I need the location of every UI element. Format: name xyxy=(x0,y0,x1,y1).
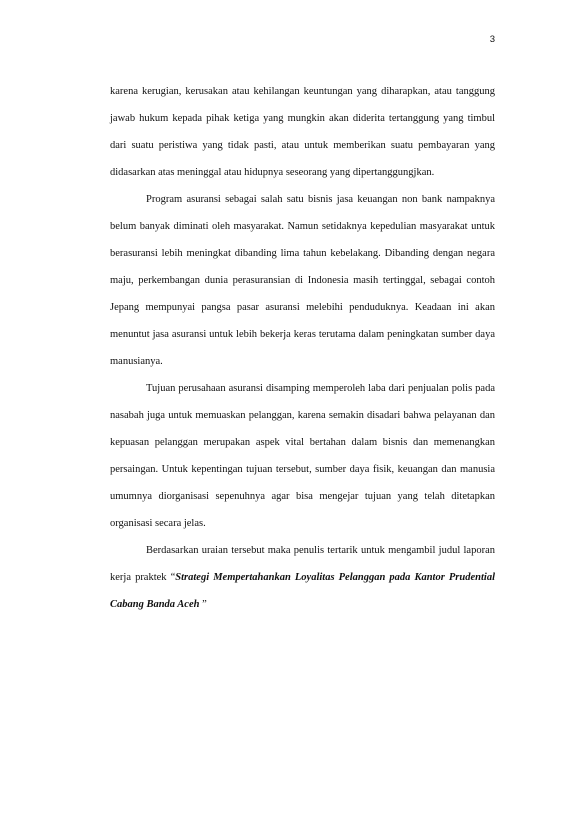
paragraph-1: karena kerugian, kerusakan atau kehilangan keuntungan yang diharapkan, atau tanggung jawab hukum kepada pihak ketiga yang mungkin akan diderita tertanggung yang timbul dari suatu peristiwa yang tidak pasti, atau untuk memberikan suatu pembayaran yang didasarkan atas meninggal atau hidupnya seseorang yang dipertanggungjkan. xyxy=(110,86,495,178)
paragraph-4-lead: Berdasarkan uraian tersebut maka penulis tertarik untuk mengambil judul laporan kerja praktek “ xyxy=(110,545,495,583)
page-number: 3 xyxy=(489,34,495,45)
body-text xyxy=(110,78,495,618)
paragraph-4-tail: ” xyxy=(199,599,207,610)
report-title: Strategi Mempertahankan Loyalitas Pelanggan pada Kantor Prudential Cabang Banda Aceh xyxy=(110,572,495,610)
paragraph-4 xyxy=(110,537,495,618)
paragraph-3: Tujuan perusahaan asuransi disamping memperoleh laba dari penjualan polis pada nasabah juga untuk memuaskan pelanggan, karena semakin disadari bahwa pelayanan dan kepuasan pelanggan merupakan aspek vital bertahan dalam bisnis dan memenangkan persaingan. Untuk kepentingan tujuan tersebut, sumber daya fisik, keuangan dan manusia umumnya diorganisasi sepenuhnya agar bisa mengejar tujuan yang telah ditetapkan organisasi secara jelas. xyxy=(110,383,495,529)
paragraph-2: Program asuransi sebagai salah satu bisnis jasa keuangan non bank nampaknya belum banyak diminati oleh masyarakat. Namun setidaknya kepedulian masyarakat untuk berasuransi lebih meningkat dibanding lima tahun kebelakang. Dibanding dengan negara maju, perkembangan dunia perasuransian di Indonesia masih tertinggal, sebagai contoh Jepang mempunyai pangsa pasar asuransi melebihi penduduknya. Keadaan ini akan menuntut jasa asuransi untuk lebih bekerja keras terutama dalam peningkatan sumber daya manusianya. xyxy=(110,194,495,367)
